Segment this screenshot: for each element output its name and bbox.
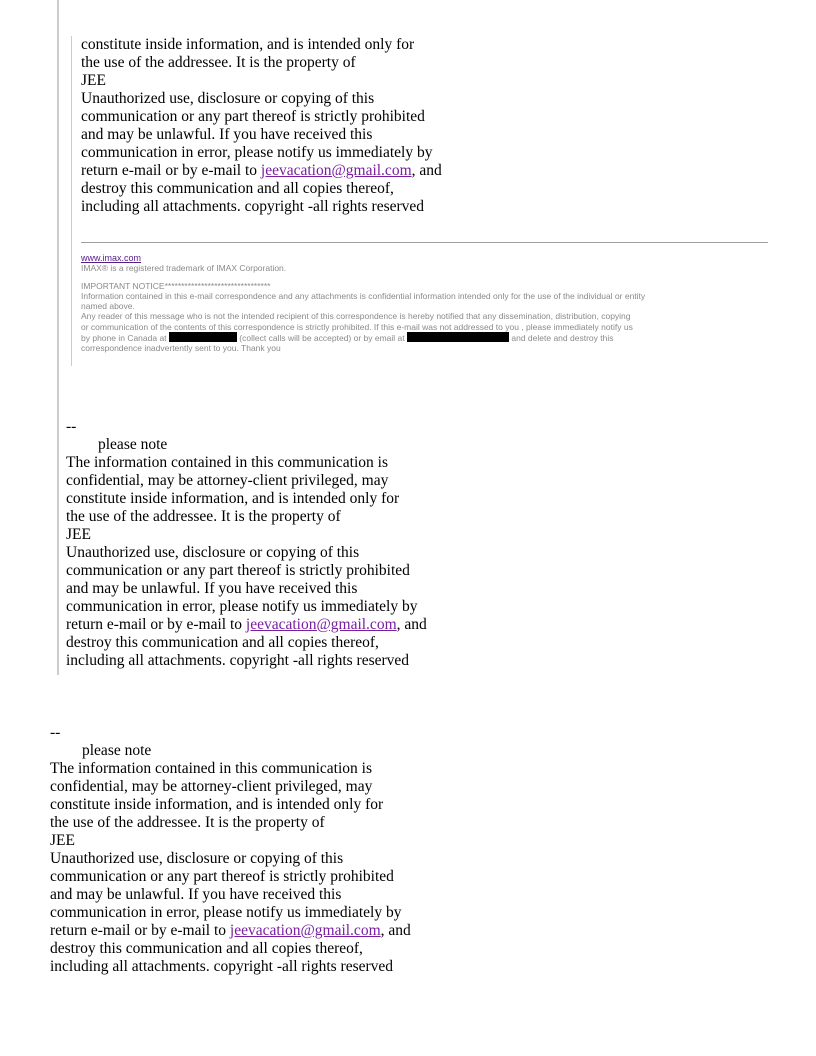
disclaimer-line: constitute inside information, and is intended only for (50, 796, 384, 813)
imax-footer (81, 253, 751, 354)
disclaimer-line: the use of the addressee. It is the property of (66, 508, 341, 525)
disclaimer-line: including all attachments. copyright -all rights reserved (81, 198, 425, 215)
notice-line: Information contained in this e-mail correspondence and any attachments is confidential information intended only for the use of the individual or entity (81, 290, 646, 301)
please-note: please note (98, 436, 168, 453)
disclaimer-line: the use of the addressee. It is the property of (50, 814, 325, 831)
disclaimer-block-3 (50, 724, 411, 976)
notice-line-redacted (81, 332, 751, 343)
disclaimer-line: JEE (81, 72, 106, 89)
disclaimer-line: Unauthorized use, disclosure or copying of this (50, 850, 344, 867)
notice-header: IMPORTANT NOTICE******************************** (81, 280, 271, 291)
disclaimer-line: destroy this communication and all copies thereof, (81, 180, 394, 197)
please-note: please note (82, 742, 152, 759)
disclaimer-line: JEE (66, 526, 91, 543)
signature-separator: -- (66, 418, 77, 435)
redaction-box (407, 332, 509, 342)
disclaimer-line: including all attachments. copyright -all rights reserved (66, 652, 410, 669)
horizontal-rule (81, 242, 768, 243)
disclaimer-line: communication in error, please notify us immediately by (81, 144, 433, 161)
disclaimer-line: the use of the addressee. It is the property of (81, 54, 356, 71)
quoted-disclaimer-block-2 (66, 418, 427, 670)
quoted-disclaimer-block-1 (81, 36, 442, 216)
disclaimer-return-line (66, 616, 427, 634)
quote-bar-outer (57, 0, 59, 675)
redaction-box (169, 332, 237, 342)
disclaimer-line: communication in error, please notify us immediately by (50, 904, 402, 921)
notice-line: named above. (81, 301, 135, 312)
return-text-end: , and (411, 162, 442, 179)
notice-line: correspondence inadvertently sent to you. Thank you (81, 343, 281, 354)
notice-text: and delete and destroy this (511, 333, 614, 344)
return-text-end: , and (396, 616, 427, 633)
email-link[interactable]: jeevacation@gmail.com (245, 616, 397, 633)
email-link[interactable]: jeevacation@gmail.com (229, 922, 381, 939)
signature-separator: -- (50, 724, 61, 741)
disclaimer-line: destroy this communication and all copies thereof, (66, 634, 379, 651)
disclaimer-line: communication in error, please notify us immediately by (66, 598, 418, 615)
disclaimer-line: communication or any part thereof is strictly prohibited (66, 562, 410, 579)
disclaimer-return-line (81, 162, 442, 180)
disclaimer-line: Unauthorized use, disclosure or copying of this (81, 90, 375, 107)
disclaimer-line: including all attachments. copyright -all rights reserved (50, 958, 394, 975)
notice-text: by phone in Canada at (81, 333, 167, 344)
disclaimer-line: constitute inside information, and is intended only for (81, 36, 415, 53)
disclaimer-line: and may be unlawful. If you have received this (81, 126, 373, 143)
return-text: return e-mail or by e-mail to (50, 922, 230, 939)
return-text: return e-mail or by e-mail to (81, 162, 261, 179)
disclaimer-line: confidential, may be attorney-client privileged, may (66, 472, 389, 489)
disclaimer-line: constitute inside information, and is intended only for (66, 490, 400, 507)
return-text: return e-mail or by e-mail to (66, 616, 246, 633)
notice-line: or communication of the contents of this correspondence is strictly prohibited. If this e-mail was not addressed to you , please immediately notify us (81, 321, 633, 332)
disclaimer-return-line (50, 922, 411, 940)
disclaimer-line: Unauthorized use, disclosure or copying of this (66, 544, 360, 561)
quote-bar-inner (71, 36, 72, 366)
disclaimer-line: communication or any part thereof is strictly prohibited (81, 108, 425, 125)
trademark-text: IMAX® is a registered trademark of IMAX Corporation. (81, 263, 287, 274)
disclaimer-line: and may be unlawful. If you have received this (66, 580, 358, 597)
disclaimer-line: destroy this communication and all copies thereof, (50, 940, 363, 957)
disclaimer-line: The information contained in this communication is (66, 454, 388, 471)
notice-text: (collect calls will be accepted) or by email at (239, 333, 405, 344)
disclaimer-line: communication or any part thereof is strictly prohibited (50, 868, 394, 885)
email-link[interactable]: jeevacation@gmail.com (260, 162, 412, 179)
notice-line: Any reader of this message who is not the intended recipient of this correspondence is hereby notified that any dissemination, distribution, copying (81, 311, 631, 322)
disclaimer-line: The information contained in this communication is (50, 760, 372, 777)
disclaimer-line: and may be unlawful. If you have received this (50, 886, 342, 903)
return-text-end: , and (380, 922, 411, 939)
disclaimer-line: JEE (50, 832, 75, 849)
disclaimer-line: confidential, may be attorney-client privileged, may (50, 778, 373, 795)
imax-site-link[interactable]: www.imax.com (81, 253, 142, 263)
